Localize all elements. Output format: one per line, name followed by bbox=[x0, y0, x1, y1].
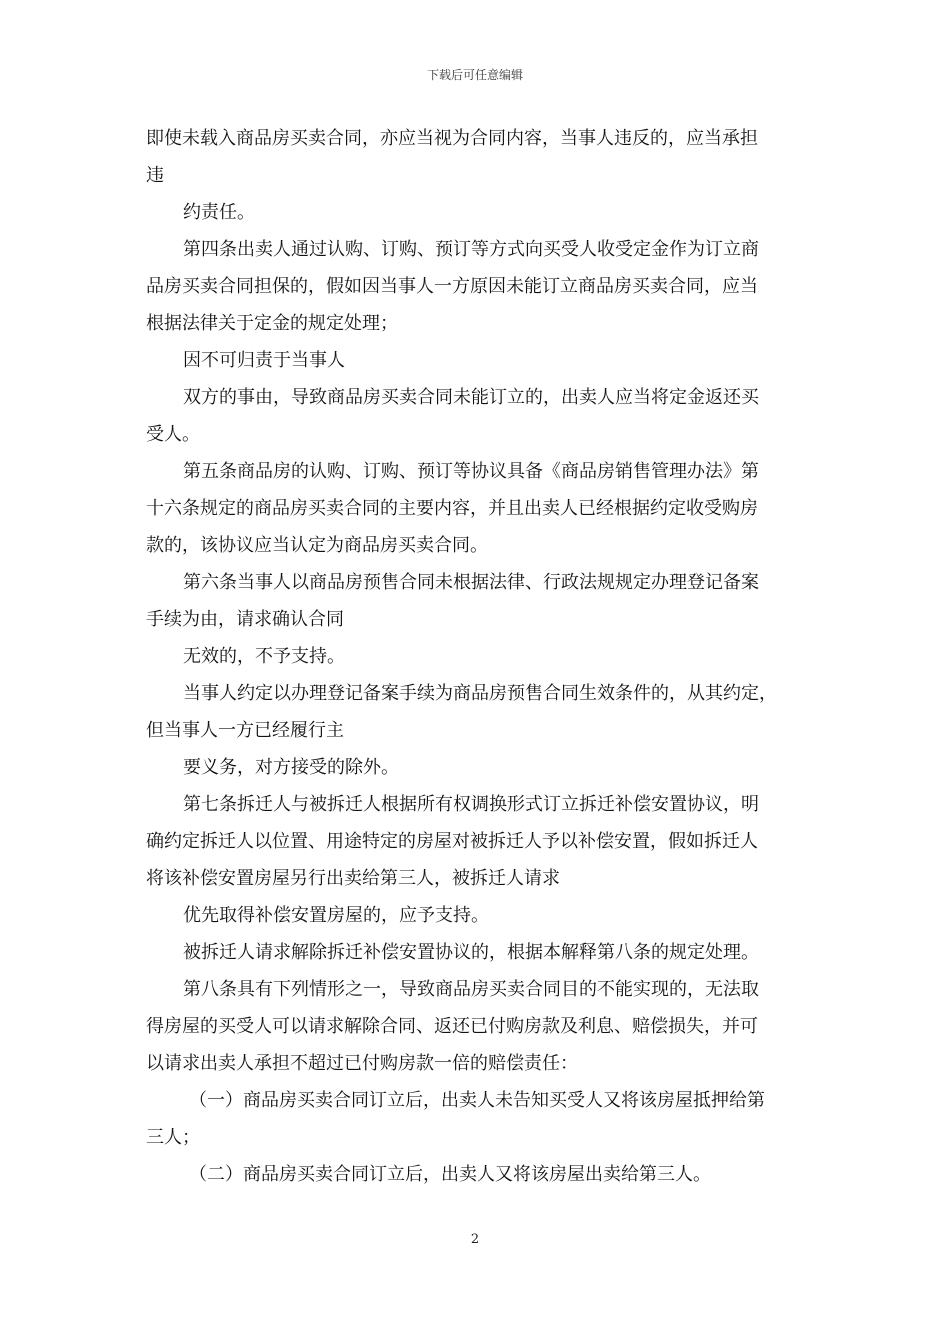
text-line: 无效的，不予支持。 bbox=[183, 646, 345, 667]
text-line: 双方的事由，导致商品房买卖合同未能订立的，出卖人应当将定金返还买 bbox=[183, 387, 759, 408]
text-line: 第七条拆迁人与被拆迁人根据所有权调换形式订立拆迁补偿安置协议，明 bbox=[183, 794, 759, 815]
text-line: 品房买卖合同担保的，假如因当事人一方原因未能订立商品房买卖合同，应当 bbox=[146, 276, 758, 297]
text-line: 第六条当事人以商品房预售合同未根据法律、行政法规规定办理登记备案 bbox=[183, 572, 759, 593]
text-line: 即使未载入商品房买卖合同，亦应当视为合同内容，当事人违反的，应当承担 bbox=[146, 128, 758, 149]
text-line: 确约定拆迁人以位置、用途特定的房屋对被拆迁人予以补偿安置，假如拆迁人 bbox=[146, 831, 758, 852]
text-line: 当事人约定以办理登记备案手续为商品房预售合同生效条件的，从其约定， bbox=[183, 683, 777, 704]
text-line: 优先取得补偿安置房屋的，应予支持。 bbox=[183, 905, 489, 926]
text-line: 手续为由，请求确认合同 bbox=[146, 609, 344, 630]
text-line: 第四条出卖人通过认购、订购、预订等方式向买受人收受定金作为订立商 bbox=[183, 239, 759, 260]
text-line: 因不可归责于当事人 bbox=[183, 350, 345, 371]
text-line: 约责任。 bbox=[183, 202, 255, 223]
text-line: 第五条商品房的认购、订购、预订等协议具备《商品房销售管理办法》第 bbox=[183, 461, 759, 482]
text-line: 三人； bbox=[146, 1127, 200, 1148]
text-line: 要义务，对方接受的除外。 bbox=[183, 757, 399, 778]
text-line: 第八条具有下列情形之一，导致商品房买卖合同目的不能实现的，无法取 bbox=[183, 979, 759, 1000]
text-line: 违 bbox=[146, 165, 164, 186]
text-line: 但当事人一方已经履行主 bbox=[146, 720, 344, 741]
text-line: 以请求出卖人承担不超过已付购房款一倍的赔偿责任： bbox=[146, 1053, 578, 1074]
page-number: 2 bbox=[470, 1232, 480, 1247]
text-line: 根据法律关于定金的规定处理； bbox=[146, 313, 398, 334]
text-line: 款的，该协议应当认定为商品房买卖合同。 bbox=[146, 535, 488, 556]
text-line: 得房屋的买受人可以请求解除合同、返还已付购房款及利息、赔偿损失，并可 bbox=[146, 1016, 758, 1037]
page-header: 下载后可任意编辑 bbox=[426, 68, 523, 82]
text-line: 受人。 bbox=[146, 424, 200, 445]
text-line: 将该补偿安置房屋另行出卖给第三人，被拆迁人请求 bbox=[146, 868, 560, 889]
text-line: （一）商品房买卖合同订立后，出卖人未告知买受人又将该房屋抵押给第 bbox=[189, 1090, 765, 1111]
text-line: 被拆迁人请求解除拆迁补偿安置协议的，根据本解释第八条的规定处理。 bbox=[183, 942, 759, 963]
document-body bbox=[146, 120, 826, 1193]
text-line: 十六条规定的商品房买卖合同的主要内容，并且出卖人已经根据约定收受购房 bbox=[146, 498, 758, 519]
text-line: （二）商品房买卖合同订立后，出卖人又将该房屋出卖给第三人。 bbox=[189, 1164, 711, 1185]
